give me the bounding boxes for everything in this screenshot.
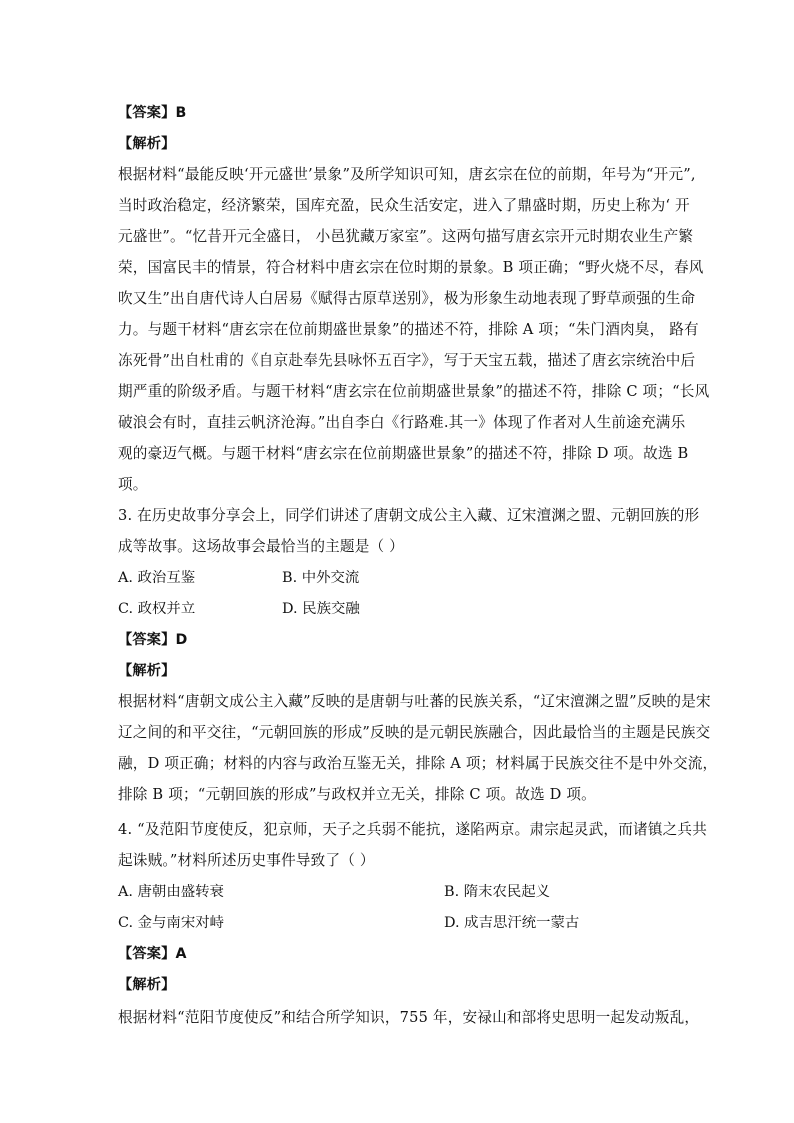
q2-analysis-line: 破浪会有时，直挂云帆济沧海。”出自李白《行路难.其一》体现了作者对人生前途充满乐 bbox=[118, 414, 686, 431]
q3-stem-line: 成等故事。这场故事会最恰当的主题是（ ） bbox=[118, 538, 404, 555]
q4-option-d: D. 成吉思汗统一蒙古 bbox=[444, 915, 580, 931]
q2-analysis-line: 观的豪迈气概。与题干材料“唐玄宗在位前期盛世景象”的描述不符，排除 D 项。故选 B bbox=[118, 445, 689, 462]
q3-analysis-line: 排除 B 项；“元朝回族的形成”与政权并立无关，排除 C 项。故选 D 项。 bbox=[118, 786, 596, 803]
q4-stem-line: 4. “及范阳节度使反，犯京师，天子之兵弱不能抗，遂陷两京。肃宗起灵武，而诸镇之兵共 bbox=[118, 821, 707, 838]
q2-analysis-line: 荣，国富民丰的情景，符合材料中唐玄宗在位时期的景象。B 项正确；“野火烧不尽，春风 bbox=[118, 259, 704, 276]
q3-analysis-label: 【解析】 bbox=[118, 663, 176, 679]
q3-option-d: D. 民族交融 bbox=[282, 601, 360, 617]
q2-analysis-line: 根据材料“最能反映‘开元盛世’景象”及所学知识可知，唐玄宗在位的前期，年号为“开元”, bbox=[118, 166, 696, 183]
q2-analysis-line: 冻死骨”出自杜甫的《自京赴奉先县咏怀五百字》，写于天宝五载，描述了唐玄宗统治中后 bbox=[118, 352, 696, 369]
q3-option-a: A. 政治互鉴 bbox=[118, 570, 196, 586]
q2-analysis-label: 【解析】 bbox=[118, 136, 176, 152]
q2-analysis-line: 期严重的阶级矛盾。与题干材料“唐玄宗在位前期盛世景象”的描述不符，排除 C 项；“长风 bbox=[118, 383, 710, 400]
q4-option-b: B. 隋末农民起义 bbox=[444, 884, 551, 900]
q3-analysis-line: 辽之间的和平交往，“元朝回族的形成”反映的是元朝民族融合，因此最恰当的主题是民族交 bbox=[118, 724, 711, 741]
q3-analysis-line: 融，D 项正确；材料的内容与政治互鉴无关，排除 A 项；材料属于民族交往不是中外交流， bbox=[118, 755, 718, 772]
q3-analysis-line: 根据材料“唐朝文成公主入藏”反映的是唐朝与吐蕃的民族关系，“辽宋澶渊之盟”反映的是宋 bbox=[118, 693, 711, 710]
q4-option-c: C. 金与南宋对峙 bbox=[118, 915, 224, 931]
q4-analysis-label: 【解析】 bbox=[118, 977, 176, 993]
q4-analysis-line: 根据材料“范阳节度使反”和结合所学知识，755 年，安禄山和部将史思明一起发动叛乱， bbox=[118, 1009, 700, 1026]
q3-option-c: C. 政权并立 bbox=[118, 601, 196, 617]
q3-stem-line: 3. 在历史故事分享会上，同学们讲述了唐朝文成公主入藏、辽宋澶渊之盟、元朝回族的形 bbox=[118, 507, 700, 524]
q3-option-b: B. 中外交流 bbox=[282, 570, 360, 586]
q4-option-a: A. 唐朝由盛转衰 bbox=[118, 884, 224, 900]
q2-analysis-line: 元盛世”。“忆昔开元全盛日， 小邑犹藏万家室”。这两句描写唐玄宗开元时期农业生产繁 bbox=[118, 228, 694, 245]
q2-answer: 【答案】B bbox=[118, 105, 187, 121]
q4-answer: 【答案】A bbox=[118, 946, 187, 962]
q2-analysis-line: 力。与题干材料“唐玄宗在位前期盛世景象”的描述不符，排除 A 项；“朱门酒肉臭， 路有 bbox=[118, 321, 699, 338]
q2-analysis-line: 当时政治稳定，经济繁荣，国库充盈，民众生活安定，进入了鼎盛时期，历史上称为‘ 开 bbox=[118, 197, 690, 214]
q3-answer: 【答案】D bbox=[118, 632, 188, 648]
q2-analysis-line: 项。 bbox=[118, 476, 148, 493]
q4-stem-line: 起诛贼。”材料所述历史事件导致了（ ） bbox=[118, 852, 375, 869]
q2-analysis-line: 吹又生”出自唐代诗人白居易《赋得古原草送别》，极为形象生动地表现了野草顽强的生命 bbox=[118, 290, 696, 307]
